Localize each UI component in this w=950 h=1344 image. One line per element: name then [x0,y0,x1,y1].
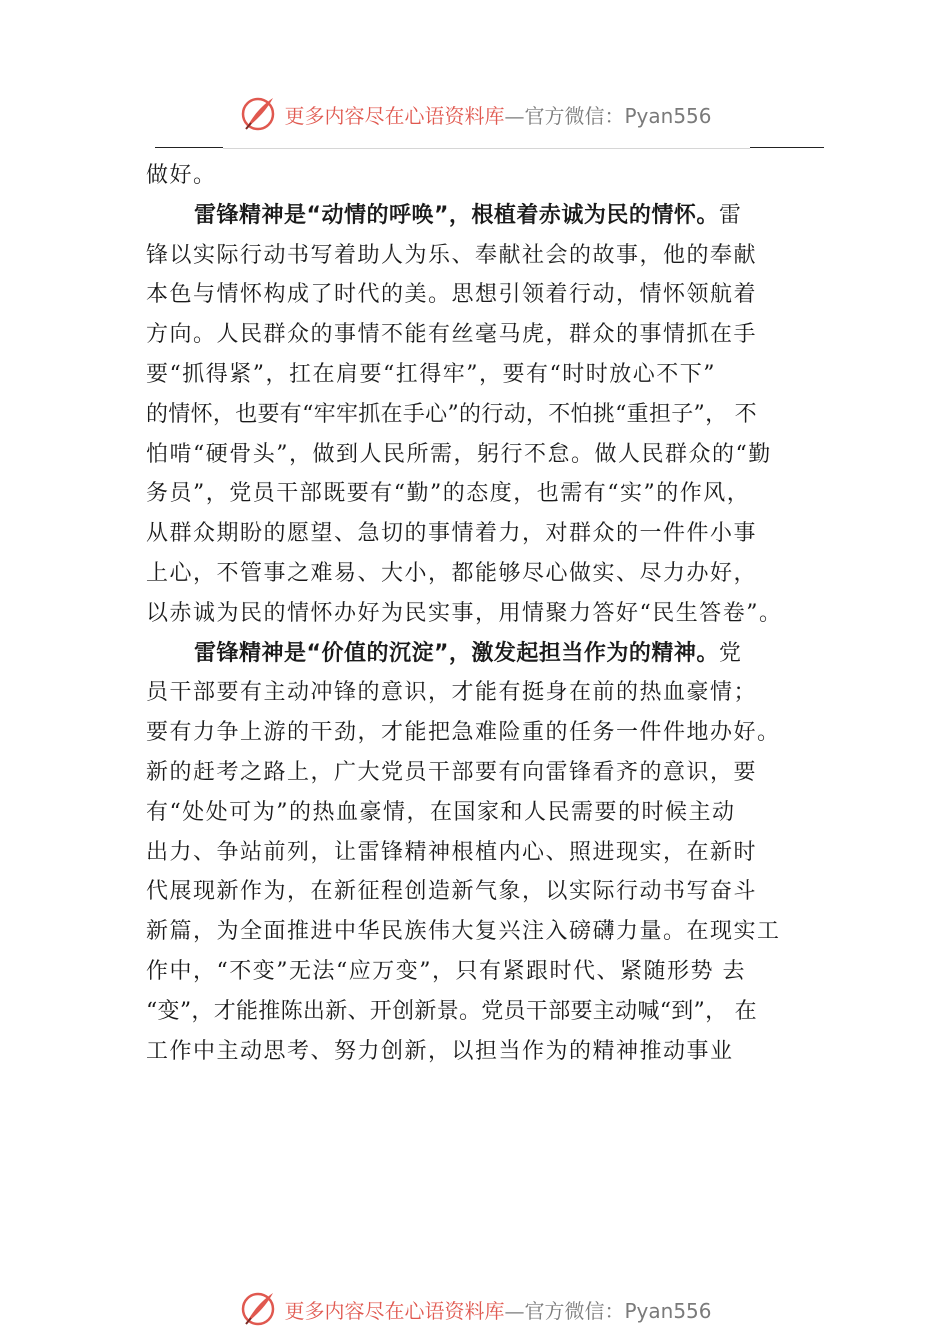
text-line: 的情怀，也要有“牢牢抓在手心”的行动，不怕挑“重担子”， 不 [146,401,757,427]
footer-banner-text [284,1295,711,1324]
paragraph-heading-line [146,196,836,236]
text-line: 要有力争上游的干劲，才能把急难险重的任务一件件地办好。 [146,720,781,746]
paragraph-heading-tail: 党 [718,640,743,666]
document-body [146,156,836,1071]
text-line: 新的赶考之路上，广大党员干部要有向雷锋看齐的意识，要 [146,759,758,785]
text-line: 有“处处可为”的热血豪情，在国家和人民需要的时候主动 [146,799,736,825]
text-line: 方向。人民群众的事情不能有丝毫马虎，群众的事情抓在手 [146,322,758,348]
text-line: 务员”，党员干部既要有“勤”的态度，也需有“实”的作风， [146,481,751,507]
text-line: 锋以实际行动书写着助人为乐、奉献社会的故事，他的奉献 [146,242,758,268]
paragraph-heading: 雷锋精神是“动情的呼唤”，根植着赤诚为民的情怀。 [194,202,719,228]
paragraph-heading-tail: 雷 [718,202,743,228]
text-line: 以赤诚为民的情怀办好为民实事，用情聚力答好“民生答卷”。 [146,600,783,626]
text-line: “变”，才能推陈出新、开创新景。党员干部要主动喊“到”， 在 [146,998,757,1024]
footer-promo-text: 更多内容尽在心语资料库 [284,1298,505,1323]
paragraph-heading: 雷锋精神是“价值的沉淀”，激发起担当作为的精神。 [194,640,719,666]
footer-banner-inner [238,1289,711,1329]
header-banner-inner [238,94,711,134]
header-banner-text [284,100,711,129]
text-line: 怕啃“硬骨头”，做到人民所需，躬行不怠。做人民群众的“勤 [146,441,772,467]
text-line: 本色与情怀构成了时代的美。思想引领着行动，情怀领航着 [146,282,758,308]
header-rule-right [750,147,824,148]
text-line: 员干部要有主动冲锋的意识，才能有挺身在前的热血豪情； [146,680,758,706]
text-line: 新篇，为全面推进中华民族伟大复兴注入磅礴力量。在现实工 [146,919,781,945]
text-line: 代展现新作为，在新征程创造新气象，以实际行动书写奋斗 [146,879,758,905]
footer-separator-text: —官方微信： [504,1298,625,1323]
header-promo-text: 更多内容尽在心语资料库 [284,103,505,128]
footer-account-id: Pyan556 [624,1298,712,1323]
quill-pen-logo-icon [238,1289,278,1329]
paragraph-heading-line [146,634,836,674]
header-banner [0,92,950,136]
text-line: 从群众期盼的愿望、急切的事情着力，对群众的一件件小事 [146,521,758,547]
footer-banner [0,1287,950,1331]
text-line: 工作中主动思考、努力创新，以担当作为的精神推动事业 [146,1038,734,1064]
header-rule-left [155,147,223,148]
text-line: 做好。 [146,163,217,188]
header-account-id: Pyan556 [624,103,712,128]
text-line: 上心，不管事之难易、大小，都能够尽心做实、尽力办好， [146,560,758,586]
text-line: 出力、争站前列，让雷锋精神根植内心、照进现实，在新时 [146,839,758,865]
header-separator-text: —官方微信： [504,103,625,128]
text-line: 要“抓得紧”，扛在肩要“扛得牢”，要有“时时放心不下” [146,361,716,387]
header-rule-middle [223,148,750,149]
text-line: 作中，“不变”无法“应万变”，只有紧跟时代、紧随形势 去 [146,958,746,984]
quill-pen-logo-icon [238,94,278,134]
